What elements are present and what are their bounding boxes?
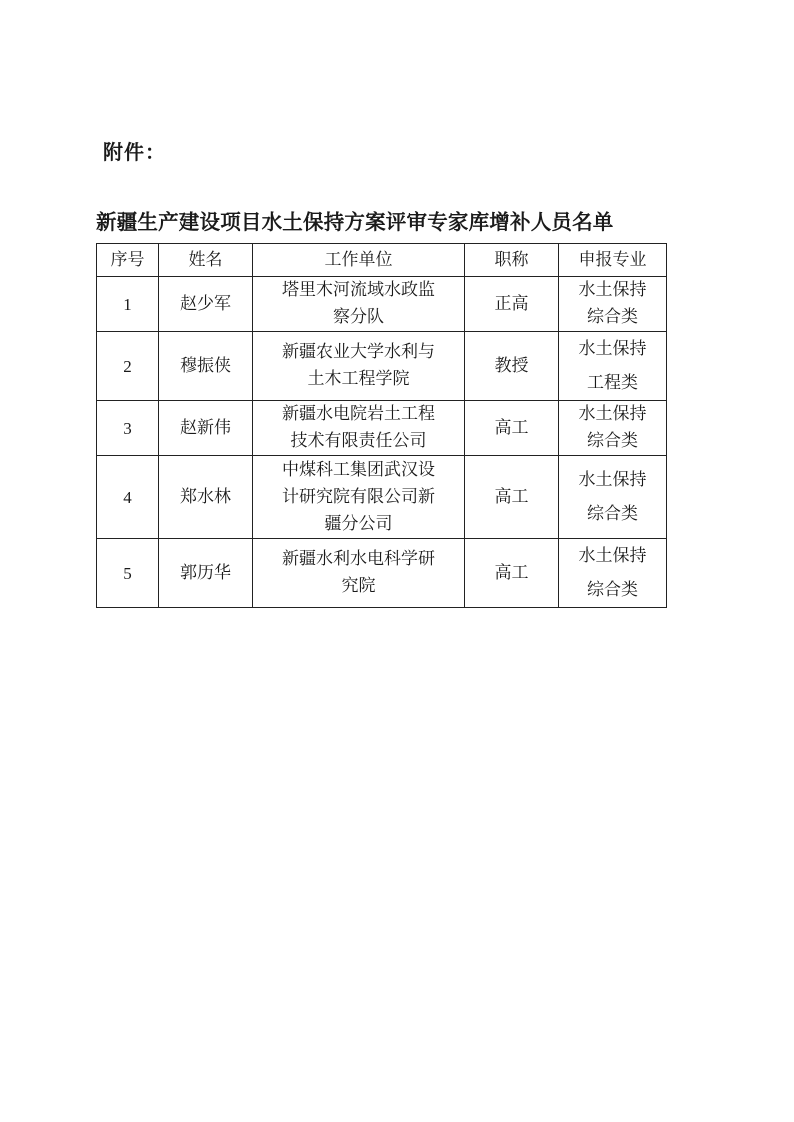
row-name: 穆振侠 xyxy=(159,332,253,401)
unit-line: 察分队 xyxy=(333,307,384,327)
document-title: 新疆生产建设项目水土保持方案评审专家库增补人员名单 xyxy=(96,210,614,234)
row-title: 正高 xyxy=(465,277,559,332)
table-row xyxy=(97,539,667,608)
header-index: 序号 xyxy=(97,244,159,277)
row-field xyxy=(559,401,667,456)
attachment-label: 附件： xyxy=(103,140,166,164)
row-name: 赵新伟 xyxy=(159,401,253,456)
row-unit xyxy=(253,539,465,608)
row-title: 高工 xyxy=(465,456,559,539)
unit-line: 中煤科工集团武汉设 xyxy=(282,459,435,480)
table-row xyxy=(97,332,667,401)
row-index: 3 xyxy=(97,401,159,456)
row-index: 2 xyxy=(97,332,159,401)
row-field xyxy=(559,332,667,401)
unit-line: 土木工程学院 xyxy=(307,369,410,389)
row-title: 高工 xyxy=(465,401,559,456)
header-field: 申报专业 xyxy=(559,244,667,277)
row-field xyxy=(559,539,667,608)
header-unit: 工作单位 xyxy=(253,244,465,277)
field-line: 综合类 xyxy=(587,504,638,524)
row-name: 赵少军 xyxy=(159,277,253,332)
header-title: 职称 xyxy=(465,244,559,277)
row-index: 5 xyxy=(97,539,159,608)
table-header-row xyxy=(97,244,667,277)
row-unit xyxy=(253,401,465,456)
row-index: 4 xyxy=(97,456,159,539)
field-line: 水土保持 xyxy=(578,470,647,490)
row-field xyxy=(559,456,667,539)
unit-line: 新疆农业大学水利与 xyxy=(282,342,435,362)
header-name: 姓名 xyxy=(159,244,253,277)
row-unit xyxy=(253,456,465,539)
field-line: 综合类 xyxy=(587,431,638,451)
row-title: 教授 xyxy=(465,332,559,401)
row-unit xyxy=(253,332,465,401)
unit-line: 新疆水电院岩土工程 xyxy=(282,404,435,424)
field-line: 水土保持 xyxy=(578,339,647,359)
row-index: 1 xyxy=(97,277,159,332)
field-line: 水土保持 xyxy=(578,546,647,566)
table-row xyxy=(97,401,667,456)
unit-line: 技术有限责任公司 xyxy=(290,431,427,451)
row-name: 郭历华 xyxy=(159,539,253,608)
field-line: 工程类 xyxy=(587,373,638,393)
unit-line: 塔里木河流域水政监 xyxy=(282,280,435,300)
field-line: 水土保持 xyxy=(578,404,647,424)
unit-line: 究院 xyxy=(341,576,376,596)
unit-line: 新疆水利水电科学研 xyxy=(282,549,435,569)
field-line: 水土保持 xyxy=(578,280,647,300)
row-name: 郑水林 xyxy=(159,456,253,539)
row-title: 高工 xyxy=(465,539,559,608)
row-field xyxy=(559,277,667,332)
field-line: 综合类 xyxy=(587,580,638,600)
unit-line: 疆分公司 xyxy=(324,513,393,534)
field-line: 综合类 xyxy=(587,307,638,327)
row-unit xyxy=(253,277,465,332)
unit-line: 计研究院有限公司新 xyxy=(282,486,435,507)
table-row xyxy=(97,277,667,332)
expert-roster-table xyxy=(96,243,667,608)
table-row xyxy=(97,456,667,539)
